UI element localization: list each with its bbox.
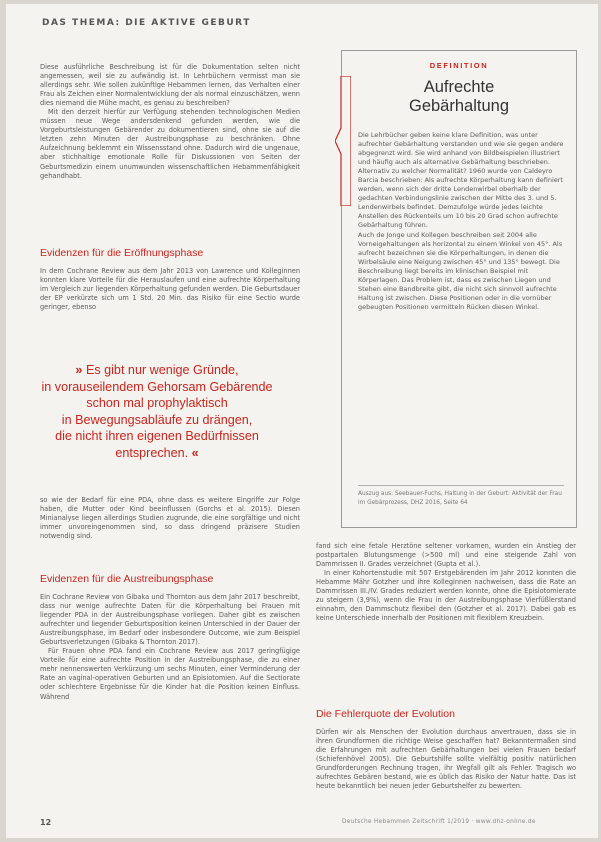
- section-paragraph: In dem Cochrane Review aus dem Jahr 2013 von Lawrence und Kolleginnen konnten klare Vorteile für die Herauslaufen und eine aufrechte Körperhaltung im Vergleich zur liegenden Körperhaltung gefunden werden. Die Geburtsdauer der EP verkürzte sich um 1 Std. 20 Min. das Risiko für eine Sectio wurde geringer, ebenso: [40, 267, 300, 312]
- quote-close-mark: «: [191, 445, 199, 460]
- intro-paragraph: Mit den derzeit hierfür zur Verfügung stehenden technologischen Medien müssen neue Wege andersdenkend gefunden werden, wie die Vorgeburtsleistungen Gebärender zu dokumentieren sind, ohne sie auf die letzten zehn Minuten der Austreibungsphase zu beschränken. Ohne Aufzeichnung beklemmt ein Wissensstand ohne. Dadurch wird die ungenaue, aber stichhaltige emotionale Rolle für Diskussionen von Seiten der Geburtsmedizin einem unumwunden wissenschaftlichen Hebammenfähigkeit gehandhabt.: [40, 108, 300, 180]
- pull-quote: [40, 362, 274, 462]
- quote-line: in vorauseilendem Gehorsam Gebärende: [41, 379, 273, 394]
- definition-paragraph: Die Lehrbücher geben keine klare Definition, was unter aufrechter Gebärhaltung verstanden und wie sie gegen andere abgegrenzt wird. Sie wird anhand von Bildbeispielen illustriert und häufig auch als alternative Gebärhaltung beschrieben. Alternativ zu welcher Normalität? 1960 wurde von Caldeyro Barcia beschrieben: Als aufrechte Körperhaltung kann definiert werden, wenn sich der dritte Lendenwirbel oberhalb der gedachten Verbindungslinie zwischen der Mitte des 3. und 5. Lendenwirbels befindet. Demzufolge würde jedes leichte Anstellen des Rückenteils um 10 bis 20 Grad schon aufrechte Gebärhaltung führen.: [358, 131, 564, 230]
- definition-title: [342, 78, 576, 116]
- quote-line: Es gibt nur wenige Gründe,: [85, 363, 239, 377]
- intro-paragraph: Diese ausführliche Beschreibung ist für die Dokumentation selten nicht angemessen, weil sie zu aufwändig ist. In Lehrbüchern vermisst man sie allerdings sehr. Wie sollen zukünftige Hebammen lernen, das Verhalten einer Frau als Zeichen einer Normalentwicklung der als normal einzuschätzen, wenn dies niemand die Mühe macht, es genau zu beschreiben?: [40, 63, 300, 108]
- quote-open-mark: »: [75, 363, 83, 377]
- section-paragraph: Für Frauen ohne PDA fand ein Cochrane Review aus 2017 geringfügige Vorteile für eine aufrechte Position in der Austreibungsphase, die zu einer mehr nennenswerten Verkürzung um sechs Minuten, einer Verminderung der Rate an vaginal-operativen Geburten und an Episiotomien. Auf die Sectiorate oder schlechtere Ergebnisse für die Kinder hat die Position keinen Einfluss. Während: [40, 647, 300, 701]
- definition-source: Auszug aus: Seebauer-Fuchs, Haltung in der Geburt: Aktivität der Frau im Gebärprozess, DHZ 2016, Seite 64: [358, 485, 564, 507]
- definition-body: [358, 131, 564, 312]
- definition-title-line: Gebärhaltung: [409, 97, 509, 115]
- section-heading-evolution: Die Fehlerquote der Evolution: [316, 708, 455, 720]
- after-quote-text: [40, 496, 300, 541]
- after-quote-paragraph: so wie der Bedarf für eine PDA, ohne dass es weitere Eingriffe zur Folge haben, die Mutter oder Kind beeinflussen (Gorchs et al. 2015). Diesen Minianalyse liegen allerdings Studien zugrunde, die eine sorgfältige und nicht immer unvoreingenommen sind, so dass dringend präzisere Studien notwendig sind.: [40, 496, 300, 541]
- definition-paragraph: Auch de Jonge und Kollegen beschreiben seit 2004 alle Vorneigehaltungen als horizontal zu einem Winkel von 45°. Als aufrecht bezeichnen sie die Körperhaltungen, in denen die Wirbelsäule eine Neigung zwischen 45° und 135° bewegt. Die Beschreibung liegt bereits im klinischen Beispiel mit Körperlagen. Das Problem ist, dass es zwischen Liegen und Stehen eine Bandbreite gibt, die nicht sich sinnvoll aufrechte Haltung ist zwischen. Diese Positionen oder in die vornüber gebeugten Positionen vermitteln Rücken diesen Winkel.: [358, 230, 563, 311]
- section-heading-austreibung: Evidenzen für die Austreibungsphase: [40, 573, 214, 585]
- quote-line: in Bewegungsabläufe zu drängen,: [61, 412, 253, 427]
- definition-notch-icon: [335, 76, 351, 206]
- quote-line: schon mal prophylaktisch: [86, 396, 228, 411]
- evolution-paragraph: Dürfen wir als Menschen der Evolution durchaus anvertrauen, dass sie in ihren Grundformen die richtige Weise geschaffen hat? Bekanntermaßen sind die Erfahrungen mit aufrechten Gebärhaltungen bei vielen Frauen bedarf (Schiefenhövel 2005). Die Geburtshilfe sollte vielfältig positiv natürlichen Grundforderungen Rechnung tragen, ihr Wegfall gilt als Fehler. Tragisch wo aufrechtes Gebären bestand, wie es üblich das Risiko der Natur hatte. Das ist heute bekanntlich bei neuen jeder Geburtshelfer zu bewerten.: [316, 728, 576, 791]
- quote-line: entsprechen.: [115, 445, 189, 460]
- right-paragraph: fand sich eine fetale Herztöne seltener vorkamen, wurden ein Anstieg der postpartalen Blutungsmenge (>500 ml) und eine steigende Zahl von Dammrissen II. Grades verzeichnet (Gupta et al.).: [316, 542, 576, 569]
- page-number: 12: [40, 818, 52, 827]
- evolution-text: [316, 728, 576, 791]
- section-text-austreibung: [40, 593, 300, 702]
- definition-box: [341, 50, 577, 528]
- page: [6, 4, 598, 838]
- definition-label: DEFINITION: [429, 61, 489, 70]
- right-column-text: [316, 542, 576, 623]
- section-heading-eroeffnung: Evidenzen für die Eröffnungsphase: [40, 247, 204, 259]
- journal-footer: Deutsche Hebammen Zeitschrift 1/2019 · www.dhz-online.de: [342, 819, 536, 825]
- right-paragraph: In einer Kohortenstudie mit 507 Erstgebärenden im Jahr 2012 konnten die Hebamme Mähr Gotzher und ihre Kolleginnen nachweisen, dass die Rate an Dammrissen III./IV. Grades reduziert werden konnte, ohne die Episiotomierate zu steigern (3,9%), wenn die Frau in der Austreibungsphase Vierfüßlerstand einnahm, den Dammschutz flexibel den (Gotzher et al. 2017). Dabei gab es keine Unterschiede innerhalb der Positionen mit flexiblem Kreuzbein.: [316, 569, 576, 623]
- definition-title-line: Aufrechte: [423, 78, 495, 96]
- running-head: DAS THEMA: DIE AKTIVE GEBURT: [42, 18, 251, 28]
- quote-line: die nicht ihren eigenen Bedürfnissen: [55, 429, 259, 444]
- section-text-eroeffnung: [40, 267, 300, 312]
- intro-text: [40, 63, 300, 181]
- section-paragraph: Ein Cochrane Review von Gibaka und Thornton aus dem Jahr 2017 beschreibt, dass nur wenige aufrechte Daten für die Körperhaltung bei Frauen mit liegender PDA in der Austreibungsphase vorliegen. Daher gibt es zwischen aufrechter und liegender Geburtsposition keinen Unterschied in der Dauer der Austreibungsphase, im Bedarf oder insbesondere Outcome, wie zum Beispiel Geburtsverletzungen (Gibaka & Thornton 2017).: [40, 593, 300, 647]
